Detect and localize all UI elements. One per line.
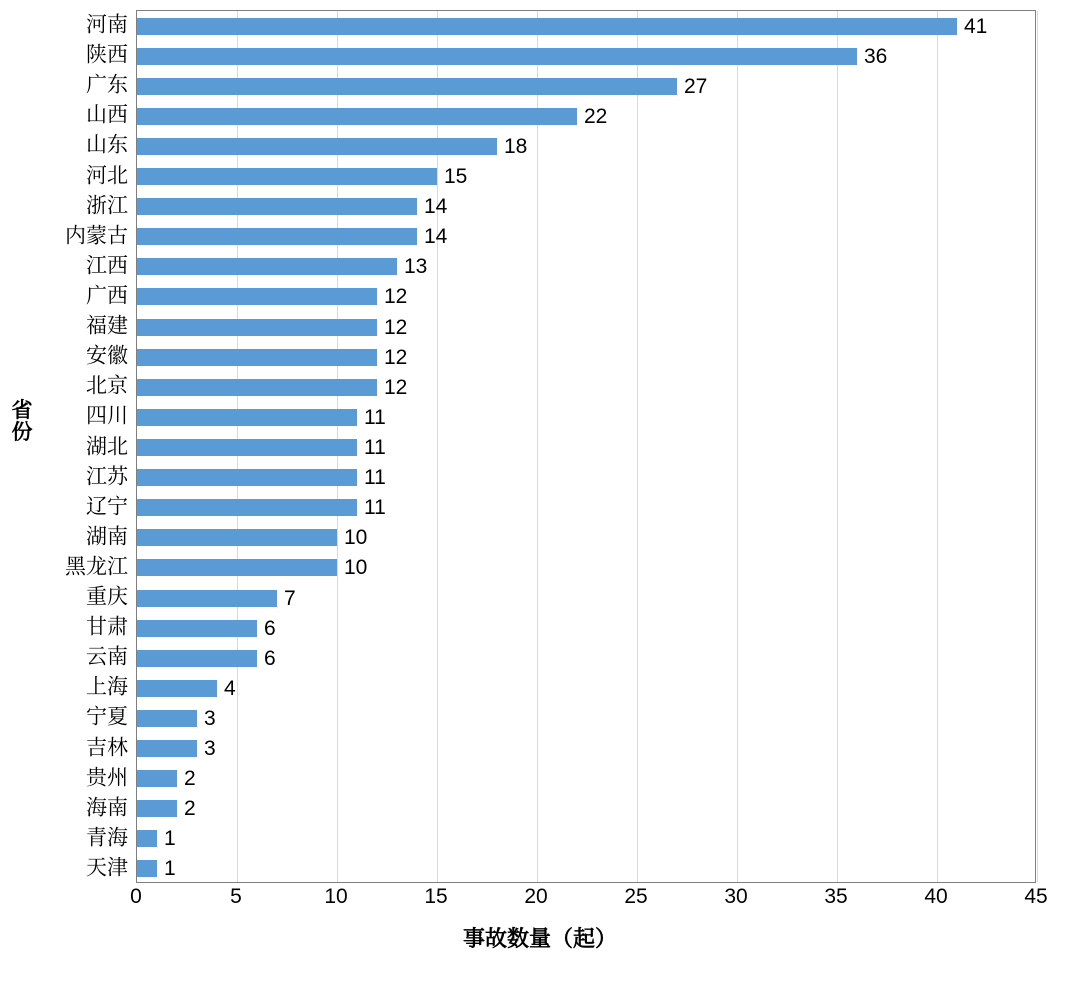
x-tick-label: 15 <box>424 885 448 908</box>
bottom-spacer <box>0 972 1080 982</box>
bar-value-label: 2 <box>184 797 196 821</box>
bar-value-label: 12 <box>384 285 408 309</box>
bar-row <box>137 828 1035 850</box>
category-label: 甘肃 <box>86 615 128 639</box>
bar-value-label: 11 <box>364 496 386 520</box>
bar-value-label: 18 <box>504 134 528 158</box>
bar-value-label: 7 <box>284 586 296 610</box>
bar <box>137 48 857 65</box>
bar-row <box>137 467 1035 489</box>
bar-value-label: 12 <box>384 345 408 369</box>
bar-value-label: 11 <box>364 405 386 429</box>
bar-value-label: 27 <box>684 74 708 98</box>
bar-row <box>137 738 1035 760</box>
category-label: 河北 <box>86 164 128 188</box>
bar <box>137 108 577 125</box>
x-tick-label: 45 <box>1024 885 1048 908</box>
bar-value-label: 6 <box>264 616 276 640</box>
category-label: 重庆 <box>86 585 128 609</box>
bar-row <box>137 858 1035 880</box>
bar <box>137 830 157 847</box>
category-label: 福建 <box>86 314 128 338</box>
x-tick-label: 0 <box>130 885 142 908</box>
category-label: 上海 <box>86 675 128 699</box>
bar <box>137 78 677 95</box>
bar-value-label: 1 <box>164 827 176 851</box>
bar-row <box>137 316 1035 338</box>
bar-row <box>137 437 1035 459</box>
category-label: 山西 <box>86 103 128 127</box>
category-label: 天津 <box>86 856 128 880</box>
bar <box>137 18 957 35</box>
category-label: 北京 <box>86 374 128 398</box>
bar <box>137 469 357 486</box>
x-tick-label: 20 <box>524 885 548 908</box>
category-label: 陕西 <box>86 43 128 67</box>
bar <box>137 198 417 215</box>
bar-row <box>137 346 1035 368</box>
category-label: 四川 <box>86 404 128 428</box>
category-label: 山东 <box>86 133 128 157</box>
bar <box>137 680 217 697</box>
bar-value-label: 2 <box>184 767 196 791</box>
bar <box>137 620 257 637</box>
bar-series <box>137 11 1035 882</box>
bar <box>137 559 337 576</box>
category-label: 宁夏 <box>86 705 128 729</box>
bar <box>137 439 357 456</box>
bar <box>137 319 377 336</box>
bar-row <box>137 196 1035 218</box>
category-label: 江苏 <box>86 465 128 489</box>
bar-row <box>137 105 1035 127</box>
bar <box>137 349 377 366</box>
category-label: 辽宁 <box>86 495 128 519</box>
bar-row <box>137 587 1035 609</box>
bar-row <box>137 497 1035 519</box>
bar-row <box>137 557 1035 579</box>
bar <box>137 770 177 787</box>
bar <box>137 590 277 607</box>
x-tick-label: 10 <box>324 885 348 908</box>
x-tick-label: 35 <box>824 885 848 908</box>
bar-value-label: 41 <box>964 14 988 38</box>
bar-row <box>137 376 1035 398</box>
bar-row <box>137 256 1035 278</box>
category-label: 湖南 <box>86 525 128 549</box>
bar-value-label: 36 <box>864 44 888 68</box>
plot-area <box>136 10 1036 883</box>
category-label: 广西 <box>86 284 128 308</box>
bar <box>137 409 357 426</box>
bar <box>137 228 417 245</box>
bar-value-label: 12 <box>384 315 408 339</box>
x-tick-label: 25 <box>624 885 648 908</box>
category-label: 内蒙古 <box>65 224 128 248</box>
bar-value-label: 11 <box>364 436 386 459</box>
bar-value-label: 3 <box>204 706 216 730</box>
bar <box>137 379 377 396</box>
x-tick-label: 30 <box>724 885 748 908</box>
category-label: 浙江 <box>86 194 128 218</box>
x-axis-title: 事故数量（起） <box>462 926 617 951</box>
bar-value-label: 12 <box>384 375 408 399</box>
bar <box>137 800 177 817</box>
bar-value-label: 10 <box>344 556 368 580</box>
x-tick-label: 5 <box>230 885 242 908</box>
bar-value-label: 1 <box>164 857 176 881</box>
category-label: 云南 <box>86 645 128 669</box>
bar-row <box>137 647 1035 669</box>
gridline <box>1037 11 1038 882</box>
bar <box>137 650 257 667</box>
category-label: 江西 <box>86 254 128 278</box>
bar-value-label: 11 <box>364 466 386 490</box>
bar-row <box>137 75 1035 97</box>
bar-value-label: 14 <box>424 195 448 219</box>
bar-row <box>137 798 1035 820</box>
bar-row <box>137 677 1035 699</box>
bar-value-label: 6 <box>264 646 276 670</box>
category-axis-labels <box>0 10 136 883</box>
category-label: 青海 <box>86 826 128 850</box>
bar <box>137 138 497 155</box>
bar-row <box>137 45 1035 67</box>
category-label: 广东 <box>86 73 128 97</box>
category-label: 湖北 <box>86 435 128 458</box>
bar <box>137 258 397 275</box>
bar <box>137 710 197 727</box>
bar-row <box>137 768 1035 790</box>
bar <box>137 740 197 757</box>
bar <box>137 168 437 185</box>
category-label: 海南 <box>86 796 128 820</box>
bar-value-label: 3 <box>204 737 216 761</box>
bar <box>137 529 337 546</box>
bar-row <box>137 617 1035 639</box>
bar <box>137 499 357 516</box>
category-label: 吉林 <box>86 736 128 760</box>
bar-row <box>137 527 1035 549</box>
bar-value-label: 14 <box>424 225 448 249</box>
bar-row <box>137 226 1035 248</box>
category-label: 河南 <box>86 13 128 37</box>
x-tick-label: 40 <box>924 885 948 908</box>
category-label: 黑龙江 <box>65 555 128 579</box>
bar-value-label: 13 <box>404 255 428 279</box>
bar-row <box>137 707 1035 729</box>
bar-value-label: 10 <box>344 526 368 550</box>
x-axis-ticks <box>130 885 1048 916</box>
category-label: 安徽 <box>86 344 128 368</box>
category-label: 贵州 <box>86 766 128 790</box>
bar-value-label: 4 <box>224 676 236 700</box>
bar-value-label: 15 <box>444 165 468 189</box>
bar-row <box>137 286 1035 308</box>
bar-value-label: 22 <box>584 104 608 128</box>
bar <box>137 860 157 877</box>
bar <box>137 288 377 305</box>
y-axis-title: 省份 <box>11 399 33 445</box>
bar-row <box>137 166 1035 188</box>
bar-row <box>137 406 1035 428</box>
bar-row <box>137 135 1035 157</box>
bar-row <box>137 15 1035 37</box>
